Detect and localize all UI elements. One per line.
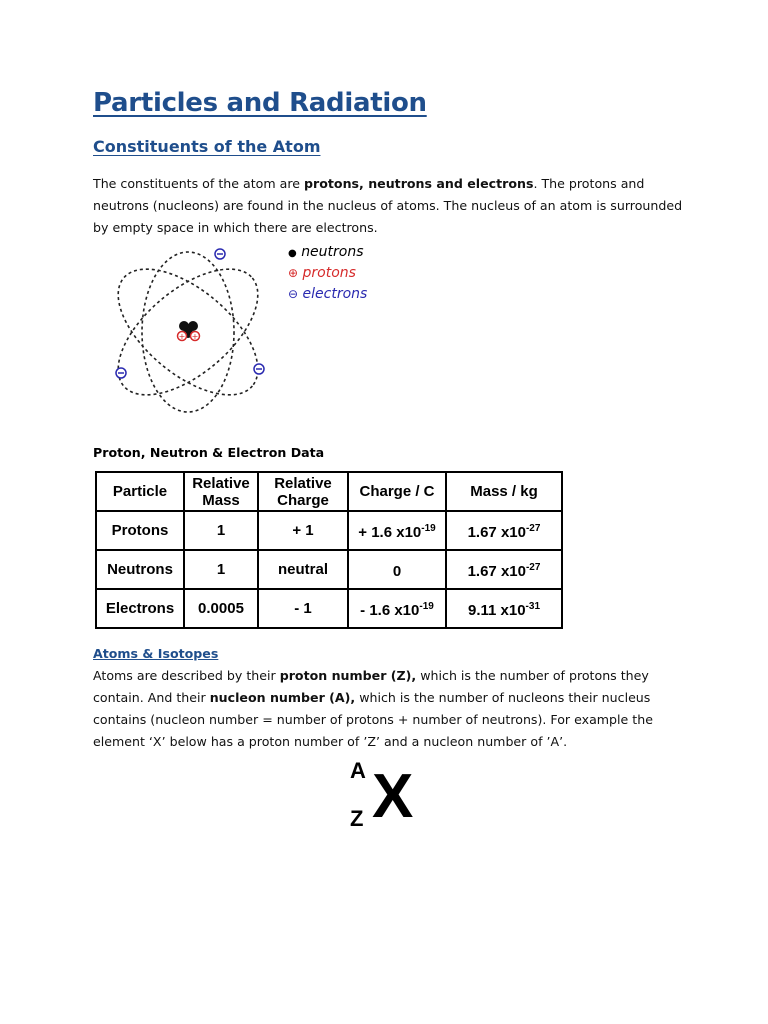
table-row-neutrons bbox=[96, 550, 562, 589]
cell-mass: 9.11 $x10^{-31}$ bbox=[446, 589, 562, 628]
proton-number-term: proton number (Z), bbox=[279, 668, 417, 683]
isotopes-heading[interactable]: Atoms & Isotopes bbox=[93, 646, 219, 661]
cell-relative-charge: neutral bbox=[258, 550, 348, 589]
header-charge: Charge / C bbox=[348, 472, 446, 511]
header-mass: Mass / kg bbox=[446, 472, 562, 511]
cell-relative-mass: 0.0005 bbox=[184, 589, 258, 628]
cell-relative-mass: 1 bbox=[184, 550, 258, 589]
proton-plus-icon: ⊕ bbox=[288, 266, 299, 280]
section-heading: Constituents of the Atom bbox=[93, 137, 321, 156]
legend-neutrons: ● neutrons bbox=[288, 244, 364, 260]
header-relative-charge: Relative Charge bbox=[258, 472, 348, 511]
cell-particle: Electrons bbox=[96, 589, 184, 628]
atom-legend bbox=[288, 244, 367, 307]
atom-diagram bbox=[100, 240, 280, 415]
cell-mass: 1.67 $x10^{-27}$ bbox=[446, 550, 562, 589]
svg-text:+: + bbox=[191, 332, 199, 341]
nuclide-notation bbox=[348, 756, 438, 836]
cell-mass: 1.67 $x10^{-27}$ bbox=[446, 511, 562, 550]
table-header-row bbox=[96, 472, 562, 511]
legend-electrons: ⊖ electrons bbox=[288, 286, 368, 302]
element-symbol: X bbox=[372, 762, 414, 831]
page-title: Particles and Radiation bbox=[93, 88, 427, 118]
cell-relative-charge: - 1 bbox=[258, 589, 348, 628]
electrons bbox=[116, 249, 264, 378]
legend-protons: ⊕ protons bbox=[288, 265, 356, 281]
table-row-protons bbox=[96, 511, 562, 550]
cell-particle: Protons bbox=[96, 511, 184, 550]
electron-minus-icon: ⊖ bbox=[288, 287, 299, 301]
header-particle: Particle bbox=[96, 472, 184, 511]
header-relative-mass: Relative Mass bbox=[184, 472, 258, 511]
cell-relative-charge: + 1 bbox=[258, 511, 348, 550]
intro-paragraph bbox=[93, 173, 693, 239]
svg-text:+: + bbox=[178, 332, 186, 341]
nucleon-number-term: nucleon number (A), bbox=[209, 690, 356, 705]
nucleon-number-symbol: A bbox=[350, 758, 366, 783]
cell-particle: Neutrons bbox=[96, 550, 184, 589]
table-row-electrons bbox=[96, 589, 562, 628]
nucleus bbox=[178, 321, 200, 341]
intro-text-1: The constituents of the atom are bbox=[93, 176, 305, 191]
cell-charge: + 1.6 $x10^{-19}$ bbox=[348, 511, 446, 550]
cell-relative-mass: 1 bbox=[184, 511, 258, 550]
cell-charge: 0 bbox=[348, 550, 446, 589]
isotopes-paragraph: Atoms are described by their proton number (Z), which is the number of protons they contain. And their nucleon number (A), which is the number of nucleons their nucleus contains (nucleon number = number of protons + number of neutrons). For example the element ‘X’ below has a proton number of ’Z’ and a nucleon number of ’A’. bbox=[93, 668, 653, 749]
intro-text-2: . The protons and neutrons (nucleons) are found in the nucleus of atoms. The nucleus of an atom is surrounded by empty space in which there are electrons. bbox=[93, 176, 683, 235]
neutron-dot-icon: ● bbox=[288, 248, 297, 259]
intro-bold: protons, neutrons and electrons bbox=[304, 176, 534, 191]
cell-charge: - 1.6 $x10^{-19}$ bbox=[348, 589, 446, 628]
proton-number-symbol: Z bbox=[350, 806, 364, 831]
table-caption: Proton, Neutron & Electron Data bbox=[93, 445, 325, 460]
particle-data-table bbox=[95, 471, 563, 629]
